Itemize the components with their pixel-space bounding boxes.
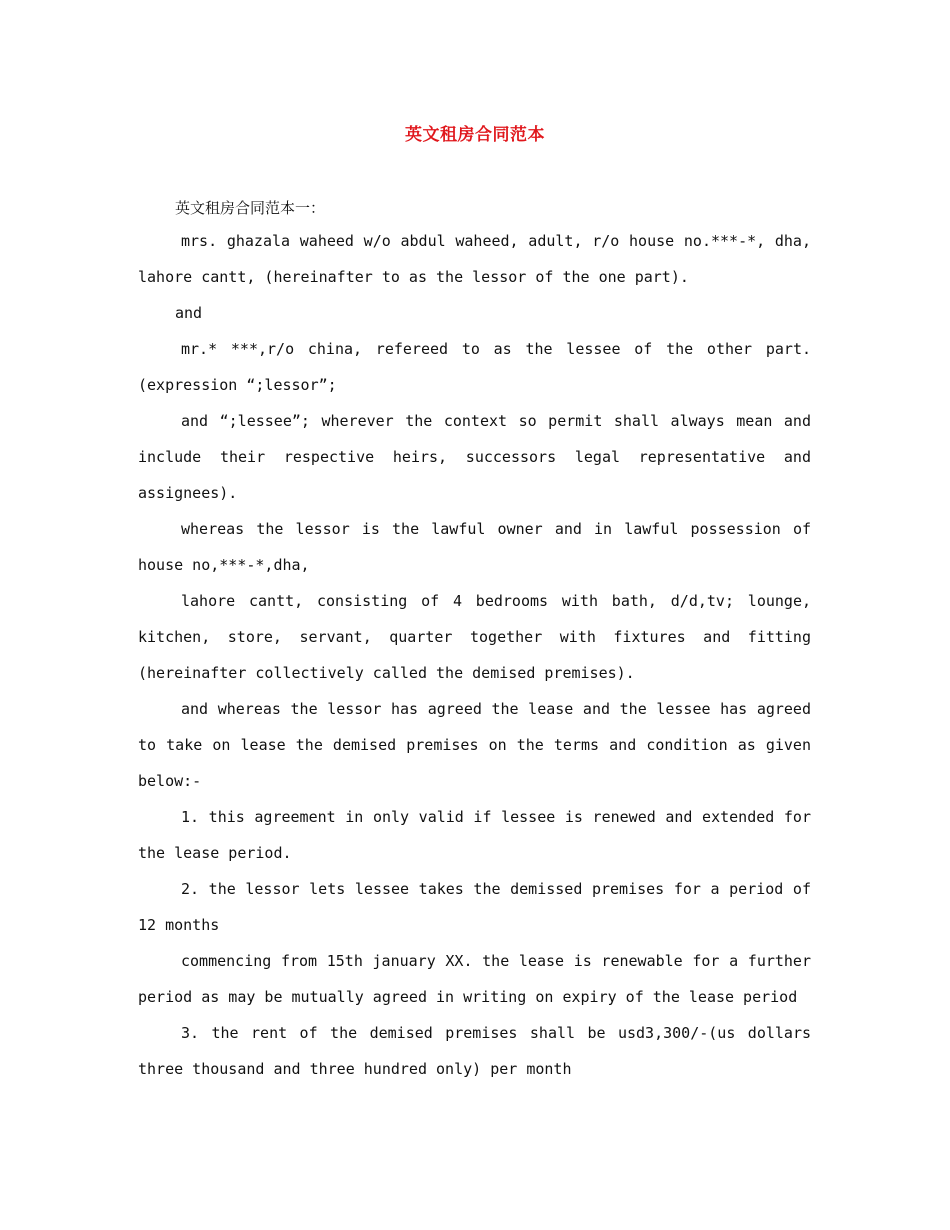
paragraph-definitions: and “;lessee”; wherever the context so permit shall always mean and include their respective heirs, successors legal representative and assignees). (138, 412, 811, 502)
document-body (138, 190, 811, 1087)
paragraph-lessor: mrs. ghazala waheed w/o abdul waheed, adult, r/o house no.***-*, dha, lahore cantt, (hereinafter to as the lessor of the one part). (138, 232, 811, 286)
paragraph-whereas-owner: whereas the lessor is the lawful owner and in lawful possession of house no,***-*,dha, (138, 520, 811, 574)
paragraph-lessee: mr.* ***,r/o china, refereed to as the lessee of the other part. (expression “;lessor”; (138, 340, 811, 394)
clause-2: 2. the lessor lets lessee takes the demissed premises for a period of 12 months (138, 880, 811, 934)
paragraph-whereas-agreed: and whereas the lessor has agreed the lease and the lessee has agreed to take on lease the demised premises on the terms and condition as given below:- (138, 700, 811, 790)
clause-2-continued: commencing from 15th january XX. the lease is renewable for a further period as may be mutually agreed in writing on expiry of the lease period (138, 952, 811, 1006)
section-heading: 英文租房合同范本一： (175, 199, 326, 217)
paragraph-and: and (175, 304, 203, 322)
document-title: 英文租房合同范本 (405, 125, 545, 145)
paragraph-premises: lahore cantt, consisting of 4 bedrooms with bath, d/d,tv; lounge, kitchen, store, servant, quarter together with fixtures and fitting (hereinafter collectively called the demised premises). (138, 592, 811, 682)
clause-1: 1. this agreement in only valid if lessee is renewed and extended for the lease period. (138, 808, 811, 862)
clause-3: 3. the rent of the demised premises shall be usd3,300/-(us dollars three thousand and three hundred only) per month (138, 1024, 811, 1078)
